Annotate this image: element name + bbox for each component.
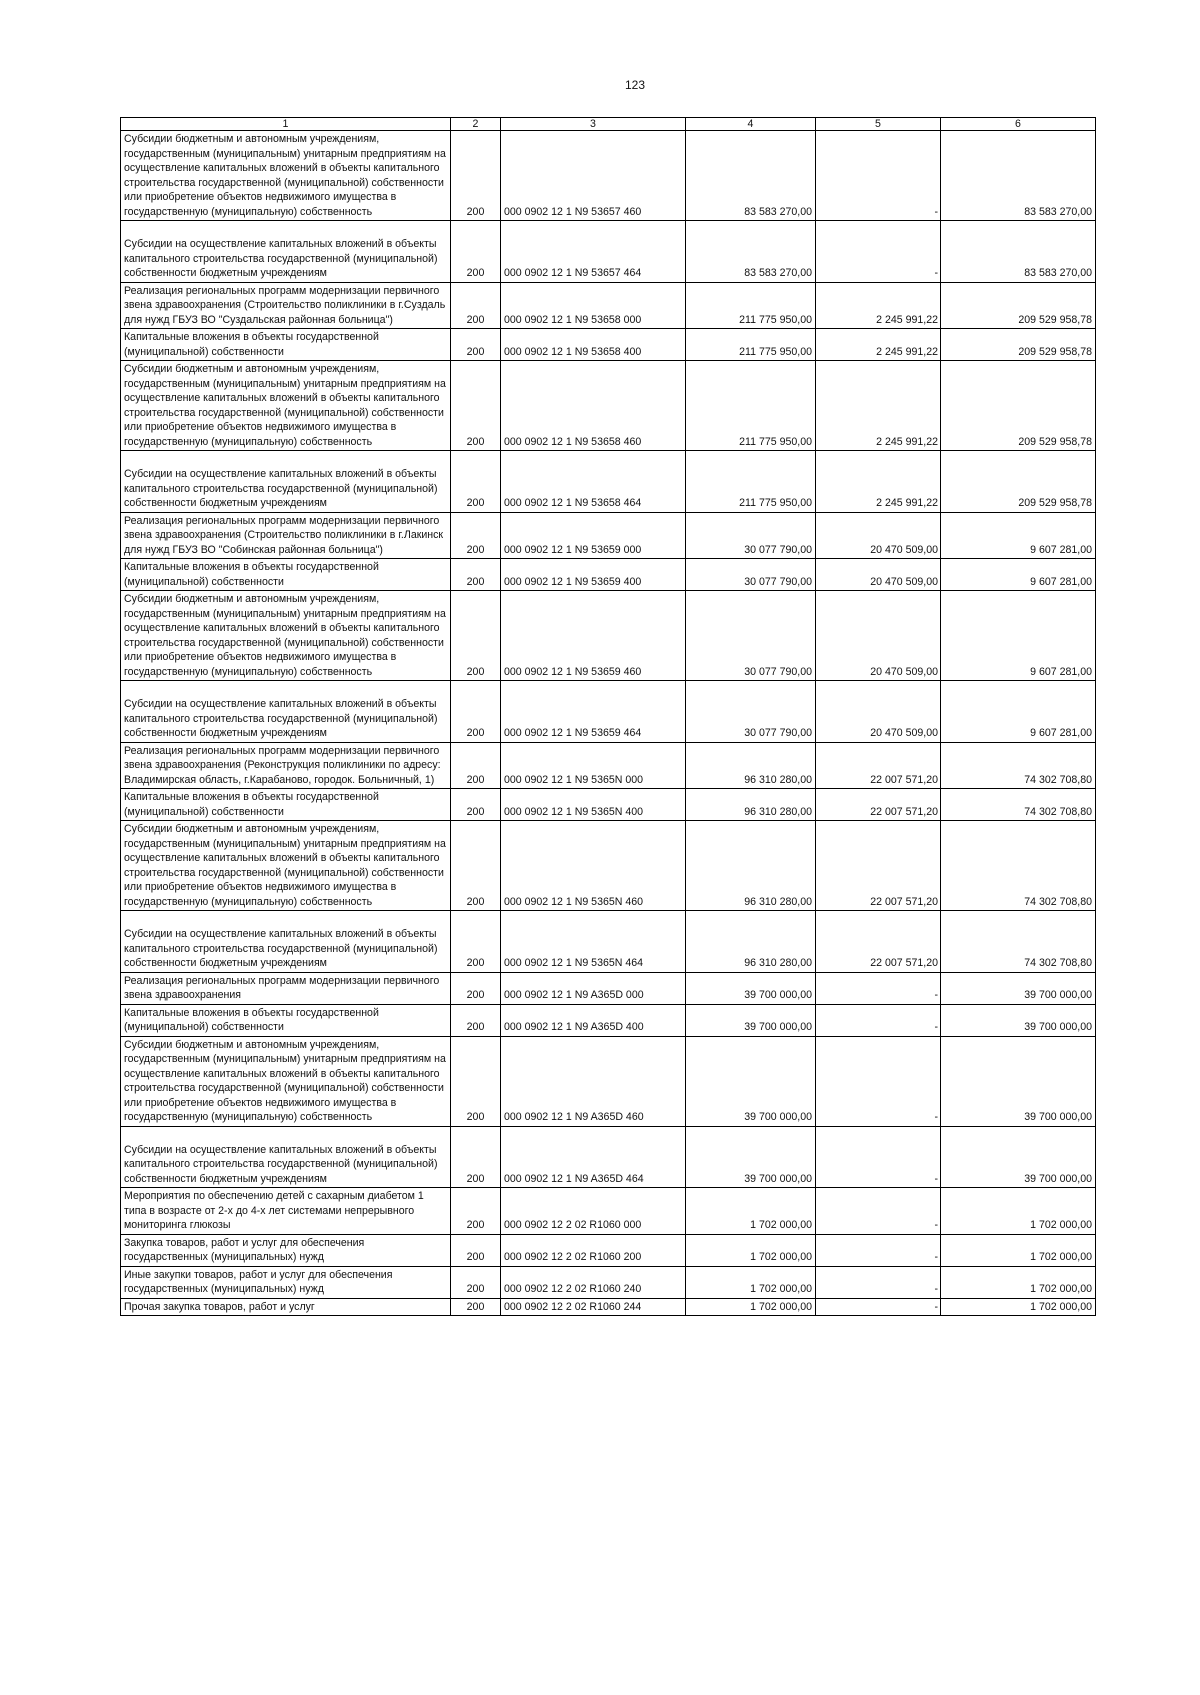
table-row bbox=[121, 821, 1096, 911]
row-planned-amount: 30 077 790,00 bbox=[686, 559, 816, 591]
row-description: Мероприятия по обеспечению детей с сахарным диабетом 1 типа в возрасте от 2-х до 4-х лет системами непрерывного мониторинга глюкозы bbox=[121, 1188, 451, 1235]
row-executed-amount: 22 007 571,20 bbox=[816, 742, 941, 789]
row-budget-code: 000 0902 12 1 N9 5365N 460 bbox=[501, 821, 686, 911]
row-executed-amount: - bbox=[816, 221, 941, 283]
row-planned-amount: 96 310 280,00 bbox=[686, 911, 816, 973]
table-row bbox=[121, 559, 1096, 591]
table-row bbox=[121, 591, 1096, 681]
table-row bbox=[121, 972, 1096, 1004]
table-row bbox=[121, 681, 1096, 743]
row-description: Капитальные вложения в объекты государственной (муниципальной) собственности bbox=[121, 1004, 451, 1036]
page-number: 123 bbox=[624, 78, 646, 92]
row-budget-code: 000 0902 12 2 02 R1060 000 bbox=[501, 1188, 686, 1235]
row-admin-code: 200 bbox=[451, 742, 501, 789]
row-description: Субсидии бюджетным и автономным учреждениям, государственным (муниципальным) унитарным предприятиям на осуществление капитальных вложений в объекты капитального строительства государственной (муниципальной) собственности или приобретение объектов недвижимого имущества в государственную (муниципальную) собственность bbox=[121, 361, 451, 451]
row-description: Реализация региональных программ модернизации первичного звена здравоохранения bbox=[121, 972, 451, 1004]
row-planned-amount: 211 775 950,00 bbox=[686, 451, 816, 513]
row-budget-code: 000 0902 12 1 N9 A365D 460 bbox=[501, 1036, 686, 1126]
row-admin-code: 200 bbox=[451, 361, 501, 451]
row-description: Субсидии на осуществление капитальных вложений в объекты капитального строительства государственной (муниципальной) собственности бюджетным учреждениям bbox=[121, 1126, 451, 1188]
row-remaining-amount: 1 702 000,00 bbox=[941, 1188, 1096, 1235]
row-budget-code: 000 0902 12 1 N9 53658 400 bbox=[501, 329, 686, 361]
row-executed-amount: 22 007 571,20 bbox=[816, 789, 941, 821]
row-executed-amount: 2 245 991,22 bbox=[816, 361, 941, 451]
row-budget-code: 000 0902 12 1 N9 5365N 000 bbox=[501, 742, 686, 789]
row-remaining-amount: 39 700 000,00 bbox=[941, 1036, 1096, 1126]
table-row bbox=[121, 221, 1096, 283]
row-remaining-amount: 74 302 708,80 bbox=[941, 821, 1096, 911]
budget-table-body bbox=[121, 118, 1096, 1316]
row-description: Капитальные вложения в объекты государственной (муниципальной) собственности bbox=[121, 789, 451, 821]
row-description: Субсидии на осуществление капитальных вложений в объекты капитального строительства государственной (муниципальной) собственности бюджетным учреждениям bbox=[121, 451, 451, 513]
row-budget-code: 000 0902 12 1 N9 53658 460 bbox=[501, 361, 686, 451]
row-description: Иные закупки товаров, работ и услуг для обеспечения государственных (муниципальных) нужд bbox=[121, 1266, 451, 1298]
row-admin-code: 200 bbox=[451, 1036, 501, 1126]
row-planned-amount: 30 077 790,00 bbox=[686, 512, 816, 559]
row-budget-code: 000 0902 12 1 N9 A365D 464 bbox=[501, 1126, 686, 1188]
column-header-3: 3 bbox=[501, 118, 686, 131]
row-executed-amount: - bbox=[816, 1036, 941, 1126]
row-admin-code: 200 bbox=[451, 1266, 501, 1298]
row-budget-code: 000 0902 12 1 N9 53658 464 bbox=[501, 451, 686, 513]
row-remaining-amount: 83 583 270,00 bbox=[941, 221, 1096, 283]
row-budget-code: 000 0902 12 2 02 R1060 200 bbox=[501, 1234, 686, 1266]
row-planned-amount: 39 700 000,00 bbox=[686, 972, 816, 1004]
row-budget-code: 000 0902 12 1 N9 53659 000 bbox=[501, 512, 686, 559]
table-row bbox=[121, 1234, 1096, 1266]
row-admin-code: 200 bbox=[451, 131, 501, 221]
table-row bbox=[121, 1298, 1096, 1316]
row-remaining-amount: 1 702 000,00 bbox=[941, 1298, 1096, 1316]
row-admin-code: 200 bbox=[451, 1298, 501, 1316]
row-description: Субсидии бюджетным и автономным учреждениям, государственным (муниципальным) унитарным предприятиям на осуществление капитальных вложений в объекты капитального строительства государственной (муниципальной) собственности или приобретение объектов недвижимого имущества в государственную (муниципальную) собственность bbox=[121, 591, 451, 681]
table-row bbox=[121, 329, 1096, 361]
row-executed-amount: - bbox=[816, 1126, 941, 1188]
table-row bbox=[121, 1266, 1096, 1298]
row-budget-code: 000 0902 12 1 N9 53659 464 bbox=[501, 681, 686, 743]
row-admin-code: 200 bbox=[451, 681, 501, 743]
row-executed-amount: 2 245 991,22 bbox=[816, 282, 941, 329]
row-planned-amount: 83 583 270,00 bbox=[686, 221, 816, 283]
row-remaining-amount: 74 302 708,80 bbox=[941, 789, 1096, 821]
row-planned-amount: 96 310 280,00 bbox=[686, 789, 816, 821]
row-description: Субсидии на осуществление капитальных вложений в объекты капитального строительства государственной (муниципальной) собственности бюджетным учреждениям bbox=[121, 221, 451, 283]
row-admin-code: 200 bbox=[451, 911, 501, 973]
row-description: Закупка товаров, работ и услуг для обеспечения государственных (муниципальных) нужд bbox=[121, 1234, 451, 1266]
row-budget-code: 000 0902 12 1 N9 53657 460 bbox=[501, 131, 686, 221]
table-row bbox=[121, 1188, 1096, 1235]
row-planned-amount: 1 702 000,00 bbox=[686, 1188, 816, 1235]
table-row bbox=[121, 1036, 1096, 1126]
row-budget-code: 000 0902 12 2 02 R1060 244 bbox=[501, 1298, 686, 1316]
row-remaining-amount: 39 700 000,00 bbox=[941, 1004, 1096, 1036]
row-planned-amount: 211 775 950,00 bbox=[686, 361, 816, 451]
row-remaining-amount: 83 583 270,00 bbox=[941, 131, 1096, 221]
row-description: Субсидии бюджетным и автономным учреждениям, государственным (муниципальным) унитарным предприятиям на осуществление капитальных вложений в объекты капитального строительства государственной (муниципальной) собственности или приобретение объектов недвижимого имущества в государственную (муниципальную) собственность bbox=[121, 1036, 451, 1126]
row-budget-code: 000 0902 12 1 N9 53657 464 bbox=[501, 221, 686, 283]
row-budget-code: 000 0902 12 1 N9 A365D 400 bbox=[501, 1004, 686, 1036]
row-planned-amount: 83 583 270,00 bbox=[686, 131, 816, 221]
row-planned-amount: 30 077 790,00 bbox=[686, 591, 816, 681]
row-budget-code: 000 0902 12 1 N9 5365N 400 bbox=[501, 789, 686, 821]
row-planned-amount: 1 702 000,00 bbox=[686, 1298, 816, 1316]
row-admin-code: 200 bbox=[451, 591, 501, 681]
row-planned-amount: 96 310 280,00 bbox=[686, 742, 816, 789]
table-row bbox=[121, 512, 1096, 559]
column-header-5: 5 bbox=[816, 118, 941, 131]
row-executed-amount: - bbox=[816, 1234, 941, 1266]
row-remaining-amount: 9 607 281,00 bbox=[941, 681, 1096, 743]
table-header-row bbox=[121, 118, 1096, 131]
row-description: Капитальные вложения в объекты государственной (муниципальной) собственности bbox=[121, 559, 451, 591]
row-admin-code: 200 bbox=[451, 789, 501, 821]
row-budget-code: 000 0902 12 2 02 R1060 240 bbox=[501, 1266, 686, 1298]
table-row bbox=[121, 1126, 1096, 1188]
row-executed-amount: 22 007 571,20 bbox=[816, 821, 941, 911]
table-row bbox=[121, 789, 1096, 821]
row-admin-code: 200 bbox=[451, 1126, 501, 1188]
row-executed-amount: - bbox=[816, 131, 941, 221]
row-budget-code: 000 0902 12 1 N9 53659 460 bbox=[501, 591, 686, 681]
row-planned-amount: 30 077 790,00 bbox=[686, 681, 816, 743]
row-admin-code: 200 bbox=[451, 821, 501, 911]
row-remaining-amount: 209 529 958,78 bbox=[941, 451, 1096, 513]
row-executed-amount: 20 470 509,00 bbox=[816, 559, 941, 591]
row-admin-code: 200 bbox=[451, 972, 501, 1004]
column-header-6: 6 bbox=[941, 118, 1096, 131]
row-budget-code: 000 0902 12 1 N9 53659 400 bbox=[501, 559, 686, 591]
row-admin-code: 200 bbox=[451, 559, 501, 591]
row-admin-code: 200 bbox=[451, 282, 501, 329]
row-description: Субсидии на осуществление капитальных вложений в объекты капитального строительства государственной (муниципальной) собственности бюджетным учреждениям bbox=[121, 911, 451, 973]
row-remaining-amount: 74 302 708,80 bbox=[941, 911, 1096, 973]
row-planned-amount: 1 702 000,00 bbox=[686, 1266, 816, 1298]
row-budget-code: 000 0902 12 1 N9 53658 000 bbox=[501, 282, 686, 329]
row-planned-amount: 1 702 000,00 bbox=[686, 1234, 816, 1266]
row-remaining-amount: 9 607 281,00 bbox=[941, 559, 1096, 591]
row-admin-code: 200 bbox=[451, 1004, 501, 1036]
row-description: Субсидии бюджетным и автономным учреждениям, государственным (муниципальным) унитарным предприятиям на осуществление капитальных вложений в объекты капитального строительства государственной (муниципальной) собственности или приобретение объектов недвижимого имущества в государственную (муниципальную) собственность bbox=[121, 131, 451, 221]
row-description: Реализация региональных программ модернизации первичного звена здравоохранения (Строительство поликлиники в г.Лакинск для нужд ГБУЗ ВО "Собинская районная больница") bbox=[121, 512, 451, 559]
row-admin-code: 200 bbox=[451, 329, 501, 361]
table-row bbox=[121, 1004, 1096, 1036]
row-planned-amount: 211 775 950,00 bbox=[686, 329, 816, 361]
row-planned-amount: 39 700 000,00 bbox=[686, 1004, 816, 1036]
row-description: Реализация региональных программ модернизации первичного звена здравоохранения (Строительство поликлиники в г.Суздаль для нужд ГБУЗ ВО "Суздальская районная больница") bbox=[121, 282, 451, 329]
table-row bbox=[121, 742, 1096, 789]
row-executed-amount: - bbox=[816, 1298, 941, 1316]
row-executed-amount: - bbox=[816, 972, 941, 1004]
row-remaining-amount: 9 607 281,00 bbox=[941, 591, 1096, 681]
row-admin-code: 200 bbox=[451, 512, 501, 559]
row-admin-code: 200 bbox=[451, 221, 501, 283]
row-remaining-amount: 9 607 281,00 bbox=[941, 512, 1096, 559]
row-remaining-amount: 209 529 958,78 bbox=[941, 329, 1096, 361]
row-remaining-amount: 1 702 000,00 bbox=[941, 1266, 1096, 1298]
column-header-4: 4 bbox=[686, 118, 816, 131]
row-remaining-amount: 74 302 708,80 bbox=[941, 742, 1096, 789]
table-row bbox=[121, 282, 1096, 329]
row-admin-code: 200 bbox=[451, 1234, 501, 1266]
table-row bbox=[121, 451, 1096, 513]
row-executed-amount: 20 470 509,00 bbox=[816, 512, 941, 559]
row-admin-code: 200 bbox=[451, 451, 501, 513]
row-executed-amount: - bbox=[816, 1004, 941, 1036]
row-executed-amount: 20 470 509,00 bbox=[816, 591, 941, 681]
row-description: Прочая закупка товаров, работ и услуг bbox=[121, 1298, 451, 1316]
row-executed-amount: 2 245 991,22 bbox=[816, 329, 941, 361]
table-row bbox=[121, 131, 1096, 221]
row-remaining-amount: 209 529 958,78 bbox=[941, 282, 1096, 329]
column-header-2: 2 bbox=[451, 118, 501, 131]
row-description: Капитальные вложения в объекты государственной (муниципальной) собственности bbox=[121, 329, 451, 361]
budget-table bbox=[120, 117, 1096, 1316]
row-planned-amount: 39 700 000,00 bbox=[686, 1126, 816, 1188]
row-budget-code: 000 0902 12 1 N9 5365N 464 bbox=[501, 911, 686, 973]
row-executed-amount: - bbox=[816, 1266, 941, 1298]
row-remaining-amount: 1 702 000,00 bbox=[941, 1234, 1096, 1266]
row-executed-amount: 2 245 991,22 bbox=[816, 451, 941, 513]
row-executed-amount: 22 007 571,20 bbox=[816, 911, 941, 973]
row-description: Реализация региональных программ модернизации первичного звена здравоохранения (Реконструкция поликлиники по адресу: Владимирская область, г.Карабаново, городок. Больничный, 1) bbox=[121, 742, 451, 789]
row-remaining-amount: 39 700 000,00 bbox=[941, 972, 1096, 1004]
column-header-1: 1 bbox=[121, 118, 451, 131]
row-executed-amount: - bbox=[816, 1188, 941, 1235]
row-executed-amount: 20 470 509,00 bbox=[816, 681, 941, 743]
row-planned-amount: 39 700 000,00 bbox=[686, 1036, 816, 1126]
row-budget-code: 000 0902 12 1 N9 A365D 000 bbox=[501, 972, 686, 1004]
table-row bbox=[121, 361, 1096, 451]
row-description: Субсидии на осуществление капитальных вложений в объекты капитального строительства государственной (муниципальной) собственности бюджетным учреждениям bbox=[121, 681, 451, 743]
row-remaining-amount: 39 700 000,00 bbox=[941, 1126, 1096, 1188]
row-remaining-amount: 209 529 958,78 bbox=[941, 361, 1096, 451]
row-description: Субсидии бюджетным и автономным учреждениям, государственным (муниципальным) унитарным предприятиям на осуществление капитальных вложений в объекты капитального строительства государственной (муниципальной) собственности или приобретение объектов недвижимого имущества в государственную (муниципальную) собственность bbox=[121, 821, 451, 911]
row-admin-code: 200 bbox=[451, 1188, 501, 1235]
table-row bbox=[121, 911, 1096, 973]
row-planned-amount: 211 775 950,00 bbox=[686, 282, 816, 329]
row-planned-amount: 96 310 280,00 bbox=[686, 821, 816, 911]
